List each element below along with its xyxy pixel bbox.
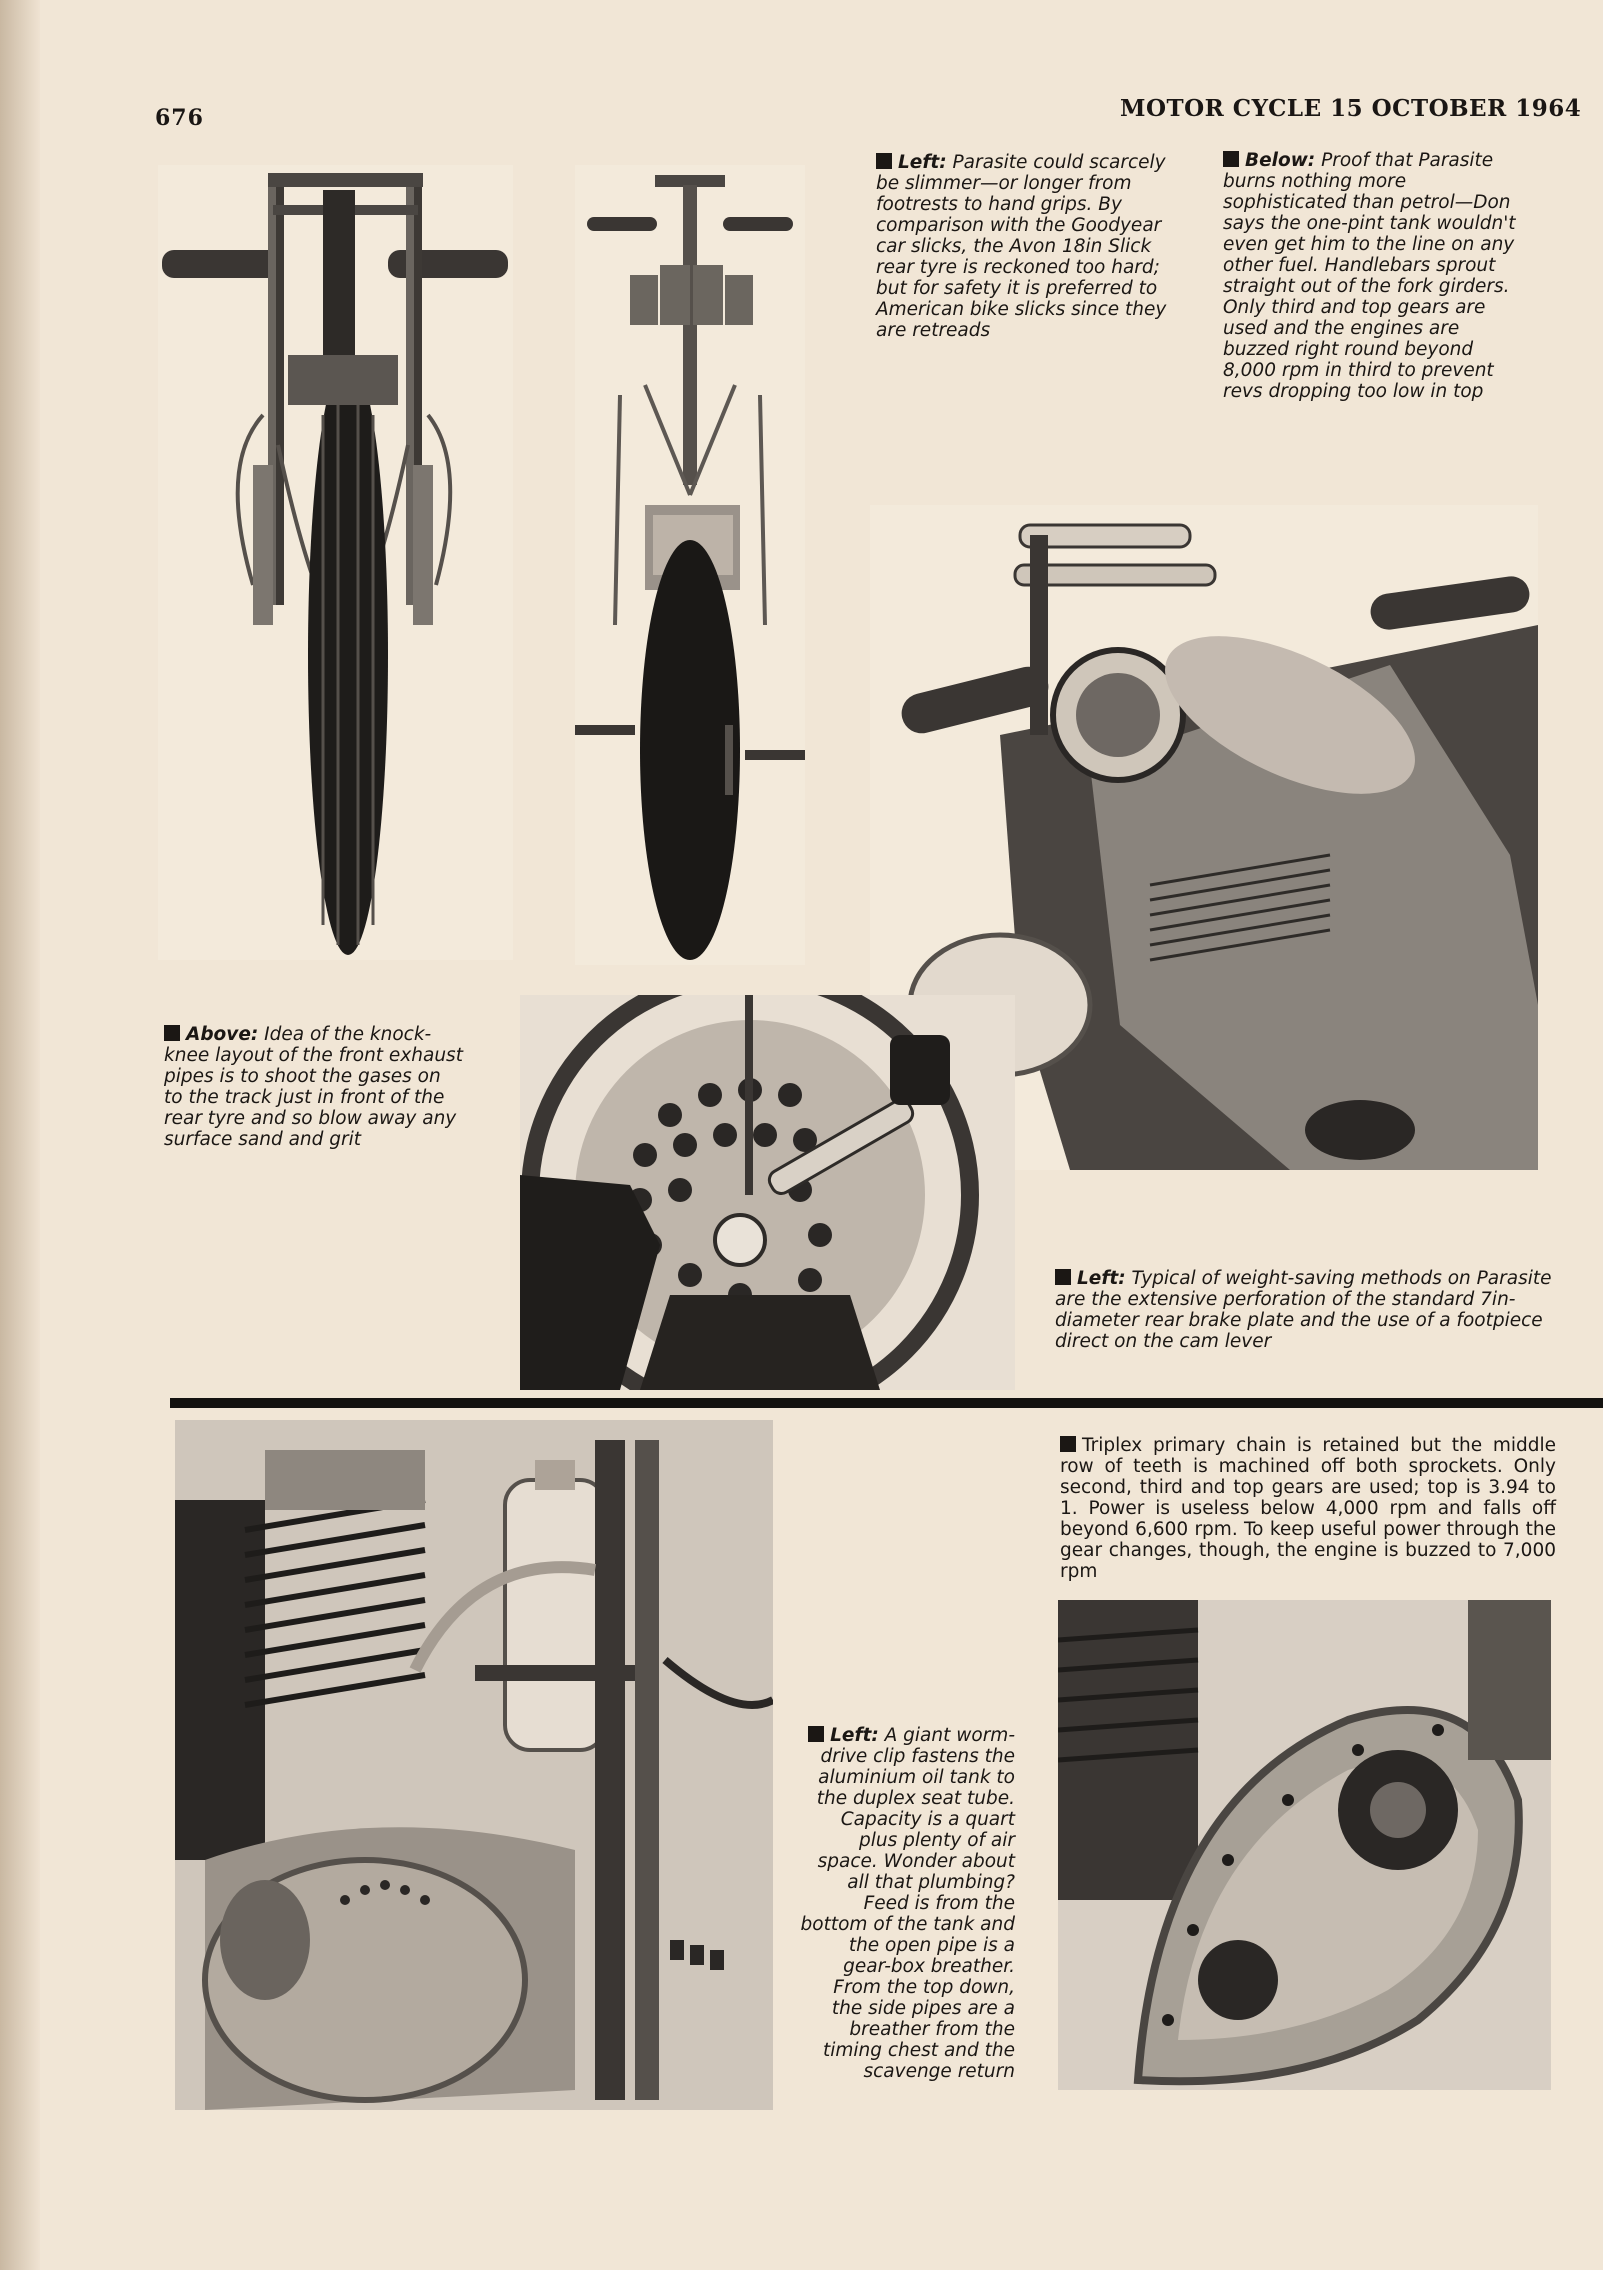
caption-body: Typical of weight-saving methods on Parasite are the extensive perforation of the standard 7in-diameter rear brake plate and the use of a footpiece direct on the cam lever <box>1055 1268 1552 1352</box>
caption-lead: Above: <box>186 1024 259 1045</box>
section-divider-rule <box>170 1398 1603 1408</box>
chain-cover-illustration <box>1058 1600 1551 2090</box>
photo-front-view <box>158 165 513 960</box>
rear-view-illustration <box>575 165 805 965</box>
caption-bullet <box>876 153 892 169</box>
caption-handgrips <box>876 152 1194 341</box>
brake-plate-illustration <box>520 995 1015 1390</box>
caption-bullet <box>164 1025 180 1041</box>
front-view-illustration <box>158 165 513 960</box>
running-head: MOTOR CYCLE 15 OCTOBER 1964 <box>1120 95 1582 122</box>
caption-exhaust <box>164 1024 464 1150</box>
caption-bullet <box>1223 151 1239 167</box>
caption-bullet <box>1055 1269 1071 1285</box>
photo-primary-chain-cover <box>1058 1600 1551 2090</box>
caption-body: Triplex primary chain is retained but the middle row of teeth is machined off both sprockets. Only second, third and top gears are used; top is 3.94 to 1. Power is useless below 4,000 rpm and falls off beyond 6,600 rpm. To keep useful power through the gear changes, though, the engine is buzzed to 7,000 rpm <box>1060 1435 1556 1582</box>
photo-brake-plate <box>520 995 1015 1390</box>
caption-triplex <box>1060 1435 1556 1582</box>
caption-body: Parasite could scarcely be slimmer—or longer from footrests to hand grips. By comparison with the Goodyear car slicks, the Avon 18in Slick rear tyre is reckoned too hard; but for safety it is preferred to American bike slicks since they are retreads <box>876 152 1167 341</box>
caption-petrol <box>1223 150 1525 402</box>
page-edge-shadow <box>0 0 40 2270</box>
caption-lead: Left: <box>898 152 947 173</box>
caption-oil-tank-clip <box>800 1725 1015 2082</box>
caption-brake <box>1055 1268 1555 1352</box>
caption-lead: Left: <box>830 1725 879 1746</box>
caption-body: Proof that Parasite burns nothing more sophisticated than petrol—Don says the one-pint tank wouldn't even get him to the line on any other fuel. Handlebars sprout straight out of the fork girders. Only third and top gears are used and the engines are buzzed right round beyond 8,000 rpm in third to prevent revs dropping too low in top <box>1223 150 1516 402</box>
caption-lead: Left: <box>1077 1268 1126 1289</box>
engine-illustration <box>175 1420 773 2110</box>
caption-body: Idea of the knock-knee layout of the front exhaust pipes is to shoot the gases on to the track just in front of the rear tyre and so blow away any surface sand and grit <box>164 1024 463 1150</box>
caption-bullet <box>808 1726 824 1742</box>
page-number: 676 <box>155 105 204 131</box>
photo-engine-oil-tank <box>175 1420 773 2110</box>
caption-lead: Below: <box>1245 150 1316 171</box>
caption-bullet <box>1060 1436 1076 1452</box>
caption-body: A giant worm-drive clip fastens the aluminium oil tank to the duplex seat tube. Capacity is a quart plus plenty of air space. Wonder about all that plumbing? Feed is from the bottom of the tank and the open pipe is a gear-box breather. From the top down, the side pipes are a breather from the timing chest and the scavenge return <box>800 1725 1015 2082</box>
photo-rear-view <box>575 165 805 965</box>
